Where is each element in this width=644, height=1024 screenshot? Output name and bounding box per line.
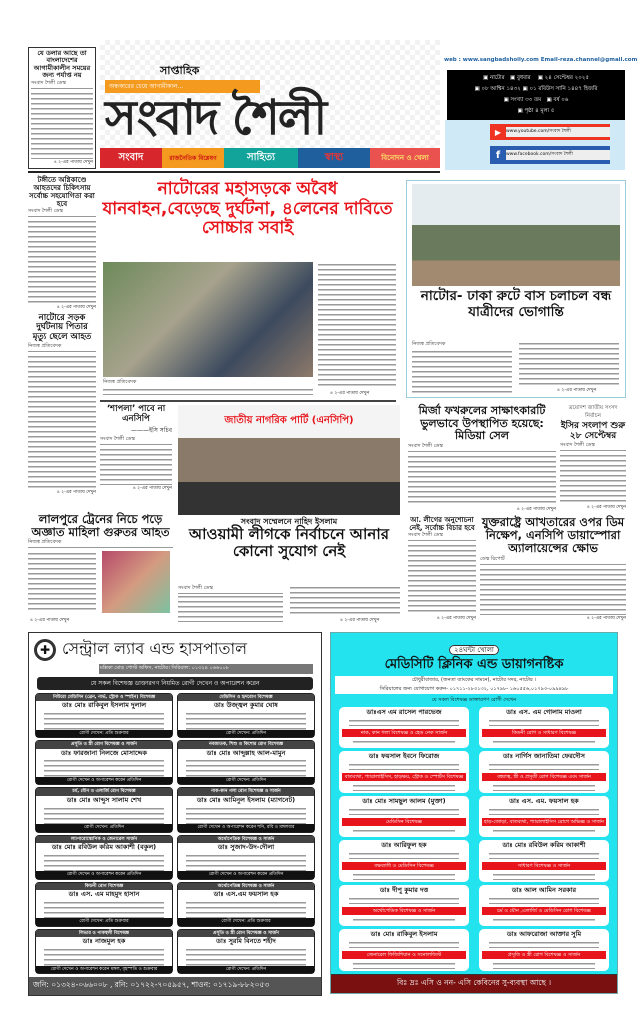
doctor-schedule (493, 872, 595, 880)
doctor-dept: মেডিসিন ও হৃদরোগ বিশেষজ্ঞ (178, 694, 314, 701)
doctor-specialty: অর্থোপেডিক বিশেষজ্ঞ ও সার্জন (342, 907, 466, 915)
byline: সংবাদ শৈলী ডেস্ক (178, 585, 283, 594)
doctor-card (35, 740, 173, 785)
doctor-dept: চর্ম, যৌন ও এলার্জি রোগ বিশেষজ্ঞ (36, 788, 172, 795)
body-text (28, 354, 96, 489)
doctor-specialty: বাতব্যথা, প্যারালাইসিস, হাড়ক্ষয়, স্ট্রোক ও স্পোর্টস বিশেষজ্ঞ (342, 773, 466, 781)
doctor-card (339, 707, 469, 749)
clinic-footer: বিঃ দ্রঃ এসি ও নন- এসি কেবিনের সু-ব্যবস্থা আছে । (331, 974, 617, 993)
doctor-name: ডাঃ ফারজানা নিলজে মোসাদ্দেক (61, 748, 147, 757)
info-location: ▣ নাটোর (483, 75, 505, 81)
doctor-schedule (493, 828, 595, 836)
doctor-dept: নাক-কান গলা রোগ বিশেষজ্ঞ ও সার্জন (178, 788, 314, 795)
hospital-address: মল্লিকা মোড় পোস্ট অফিস, নাটোর। সিরিয়াল: ০১৩২৪ ০৬৬০০৮ (99, 664, 313, 674)
doctor-schedule: রোগী দেখেন: প্রতি শুক্রবার (36, 918, 172, 925)
doctor-schedule: রোগী দেখেন ও অপারেশন করেন প্রতিদিন (36, 871, 172, 878)
doctor-schedule: রোগী দেখেন: প্রতি শুক্রবার (178, 918, 314, 925)
doctor-credentials (489, 762, 599, 770)
doctor-card (177, 929, 315, 974)
info-issue: ▣ সংখ্যা ৩৩ তম (503, 97, 542, 103)
body-text (519, 341, 619, 385)
open-24h-badge: ২৪ঘন্টা খোলা (449, 645, 499, 655)
top-left-box (28, 47, 96, 169)
lalpur-headline[interactable]: লালপুরে ট্রেনের নিচে পড়ে অজ্ঞাত মাহিলা গুরুতর আহত (31, 511, 170, 539)
doctor-name: ডাঃ দীপু কুমার দত্ত (379, 885, 429, 894)
web-email[interactable]: web : www.sangbadshoily.com Email-reza.channel@gmail.com (444, 57, 638, 63)
doctor-schedule: রোগী দেখেন: প্রতিদিন (178, 730, 314, 737)
doctor-name: ডাঃ সুরমি বিনতে শহীদ (216, 937, 276, 946)
doctor-dept: নবজাতক, শিশু ও কিশোর রোগ বিশেষজ্ঞ (178, 741, 314, 748)
doctor-card (35, 882, 173, 927)
body-text (100, 447, 172, 485)
masthead-logo (100, 40, 440, 148)
facebook-url: www.facebook.com/সংবাদ শৈলী (506, 150, 610, 160)
doctor-schedule: রোগী দেখেন ও অপারেশন করেন শনি, রবি ও মঙ্গলবার (178, 824, 314, 831)
doctor-grid (331, 705, 617, 974)
section-entertainment[interactable]: বিনোদন ও খেলা (370, 148, 440, 168)
continued-link[interactable]: ৪ ২-এর পাতায় দেখুন (330, 391, 370, 396)
headline[interactable]: নাটোর- ঢাকা রুটে বাস চলাচল বন্ধ যাত্রীদের ভোগান্তি (420, 288, 612, 320)
body-text (412, 349, 512, 393)
body-text (28, 551, 96, 613)
kicker: ত্রয়োদশ জাতীয় সংসদ নির্বাচন (568, 405, 618, 419)
doctor-schedule (353, 917, 455, 925)
body-text (290, 585, 400, 615)
ncp-photo (178, 405, 400, 515)
body-text (28, 219, 96, 303)
doctor-specialty: প্রসূতি ও স্ত্রী রোগ বিশেষজ্ঞ ও সার্জন (482, 951, 606, 959)
doctor-name: ডাঃ ফয়সাল ইবনে ফিরোজ (368, 752, 440, 761)
banner-text: জাতীয় নাগরিক পার্টি (এনসিপি) (224, 415, 354, 426)
continued-link[interactable]: ৪ ২-এর পাতায় দেখুন (53, 160, 93, 165)
doctor-credentials (349, 718, 459, 726)
youtube-link[interactable] (490, 124, 610, 140)
doctor-credentials (44, 900, 164, 919)
doctor-credentials (186, 711, 306, 730)
body-text (560, 453, 626, 504)
doctor-card (479, 885, 609, 927)
byline: নিজস্ব প্রতিবেদক (412, 341, 512, 350)
doctor-credentials (489, 807, 599, 815)
doctor-credentials (186, 853, 306, 872)
section-literature[interactable]: সাহিত্য (224, 148, 298, 168)
doctor-name: ডাঃ মোঃ রাকিবুল ইসলাম দুলাল (61, 701, 147, 710)
doctor-dept: প্রসূতি ও স্ত্রী রোগ বিশেষজ্ঞ ও সার্জন (36, 741, 172, 748)
byline: সংবাদ শৈলী ডেস্ক (28, 208, 96, 217)
section-news[interactable]: সংবাদ (100, 148, 162, 168)
doctor-dept: লিভার ও পাকস্থলী বিশেষজ্ঞ (36, 930, 172, 937)
continued-link[interactable]: ৪ ২-এর পাতায় দেখুন (516, 507, 556, 512)
doctor-card (339, 885, 469, 927)
doctor-card (339, 751, 469, 793)
doctor-name: ডাঃ মোঃ আব্দুস সালাম শেখ (66, 795, 142, 804)
byline: সংবাদ শৈলী ডেস্ক (31, 80, 93, 89)
body-text (31, 91, 93, 159)
continued-link[interactable]: ৪ ২-এর পাতায় দেখুন (586, 616, 626, 621)
doctor-credentials (44, 711, 164, 730)
continued-link[interactable]: ৪ ২-এর পাতায় দেখুন (30, 618, 70, 623)
doctor-name: ডাঃ উজ্জ্বল কুমার ঘোষ (214, 701, 278, 710)
doctor-schedule (353, 739, 455, 747)
doctor-specialty: হাড়-জোড়া, বাতব্যথা, প্যারালাইসিস রোগে অভিজ্ঞ ও সার্জন (483, 818, 605, 825)
bus-photo (412, 184, 620, 286)
story-lalpur-head (28, 500, 173, 548)
headline[interactable]: টঙ্গীতে অগ্নিকাণ্ডে আহতদের চিকিৎসায় সর্বোচ্চ সহযোগিতা করা হবে (29, 176, 95, 209)
doctor-credentials (349, 896, 459, 904)
byline: ডেস্ক রিপোর্ট (480, 556, 626, 565)
body-text (408, 454, 556, 506)
doctor-name: ডাঃ আরিফুল হক (381, 841, 427, 850)
doctor-schedule (493, 739, 595, 747)
doctor-card (479, 796, 609, 838)
doctor-schedule: রোগী দেখেন ও অপারেশন করেন প্রতিদিন (36, 777, 172, 784)
doctor-credentials (186, 758, 306, 777)
byline: নিজস্ব প্রতিবেদক (28, 539, 173, 548)
doctor-specialty: কিডনী রোগ ও সাধারণ বিশেষজ্ঞ (482, 729, 606, 737)
doctor-name: ডাঃ আল আমিন সরকার (511, 885, 577, 894)
headline[interactable]: আ. লীগের অনুশোচনা নেই, সর্বোচ্চ বিচার হবে (409, 516, 475, 533)
story-shapla (100, 405, 172, 492)
bus-story-box (406, 180, 626, 398)
byline: সংবাদ শৈলী ডেস্ক (100, 436, 172, 445)
doctor-card (35, 929, 173, 974)
doctor-credentials (44, 758, 164, 777)
doctor-name: ডাঃ এস. এম. ফয়সাল হক (509, 796, 579, 805)
doctor-credentials (489, 718, 599, 726)
slogan: অন্ধকারের চেয়ে আগামীকাল... (105, 80, 260, 93)
section-politics[interactable]: রাজনৈতিক বিশ্লেষণ (162, 148, 224, 168)
doctor-credentials (44, 947, 164, 966)
nahid-headline[interactable]: আওয়ামী লীগকে নির্বাচনে আনার কোনো সুযোগ নেই (189, 525, 389, 561)
lead-photo (103, 262, 313, 377)
doctor-specialty: সাধারণ বিশেষজ্ঞ ও সার্জন (482, 862, 606, 870)
hospital-logo-icon: ✚ (34, 639, 56, 661)
caption (103, 387, 313, 395)
section-bar (100, 148, 440, 168)
doctor-card (177, 835, 315, 880)
doctor-name: ডাঃ মোঃ সামছুল আলম (মুক্তা) (362, 796, 446, 805)
doctor-name: ডাঃ এস. এম মাহমুদ হাসান (68, 890, 140, 899)
central-lab-ad (28, 632, 322, 996)
doctor-credentials (489, 940, 599, 948)
doctor-specialty: নাক, কান গলা বিশেষজ্ঞ ও হেড নেক সার্জন (342, 729, 466, 737)
story-usa (480, 516, 626, 622)
hospital-name: সেন্ট্রাল ল্যাব এন্ড হাসপাতাল (62, 639, 248, 658)
doctor-card (177, 693, 315, 738)
injured-woman-photo (102, 551, 170, 613)
info-hijri-date: ▣ ০১ রবিউস সানি ১৪৪৭ হিজরি (522, 86, 598, 92)
doctor-card (479, 840, 609, 882)
story-mirza (408, 405, 556, 513)
doctor-name: ডাঃ মোঃ আব্দুল্লাহ আল-মামুন (206, 748, 286, 757)
doctor-credentials (349, 851, 459, 859)
info-year: ▣ বর্ষ ০৬ (546, 97, 569, 103)
doctor-dept: কিডনী রোগ বিশেষজ্ঞ (36, 883, 172, 890)
byline: সংবাদ শৈলী ডেস্ক (408, 532, 476, 541)
doctor-card (35, 787, 173, 832)
lead-body (318, 262, 396, 388)
left-column (28, 176, 96, 496)
youtube-url: www.youtube.com/সংবাদ শৈলী (506, 127, 610, 137)
clinic-name: মেডিসিটি ক্লিনিক এন্ড ডায়াগনষ্টিক (384, 657, 564, 672)
doctor-schedule (353, 961, 455, 969)
doctor-dept: প্রসূতি ও স্ত্রী রোগ বিশেষজ্ঞ ও সার্জন (178, 930, 314, 937)
doctor-card (177, 740, 315, 785)
weekly-label: সাপ্তাহিক (160, 64, 200, 77)
doctor-schedule: রোগী দেখেন: প্রতিদিন (178, 966, 314, 973)
facebook-icon: f (495, 149, 501, 161)
hospital-phones: জনি: ০১৩২৪-০৬৬০০৮ , রনি: ০১৭২২-৭০৫৯৫৭, শাওন: ০১৭১৯-৮৮২০৫৩ (29, 977, 321, 995)
doctor-name: ডাঃ নার্গিস জানাতিমা ফেরদৌস (503, 752, 585, 761)
doctor-schedule: রোগী দেখেন: প্রতি শুক্রবার (36, 730, 172, 737)
hospital-banner: যে সকল বিশেষজ্ঞ ডাক্তারগণ নিয়মিত রোগী দেখেন ও অপারেশন করেন (37, 677, 313, 690)
doctor-credentials (186, 900, 306, 919)
continued-link[interactable]: ৪ ২-এর পাতায় দেখুন (586, 505, 626, 510)
body-text (178, 594, 283, 622)
headline[interactable]: নাটোরে সড়ক দুর্ঘটনায় পিতার মৃত্যু ছেলে আহত (32, 312, 92, 343)
headline: যে ডলার আছে তা বাংলাদেশের আগামীকালীন সময়ের জন্য পর্যাপ্ত নয় (33, 49, 91, 80)
byline: নিজস্ব প্রতিবেদক (28, 343, 96, 352)
doctor-dept: ল্যাপারোস্কোপিক ও জেনারেল সার্জন (36, 836, 172, 843)
continued-link[interactable]: ৪ ২-এর পাতায় দেখুন (340, 618, 380, 623)
doctor-card (479, 751, 609, 793)
info-bangla-date: ▣ ০৮ আশ্বিন ১৪৩২ (474, 86, 521, 92)
continued-link[interactable]: ৪ ২-এর পাতায় দেখুন (132, 485, 172, 491)
doctor-name: ডাঃ মোঃ রবিউল করিম আকাশী (502, 841, 586, 850)
doctor-credentials (349, 807, 459, 815)
doctor-dept: নিউরো মেডিসিন (ব্রেন, নার্ভ, স্ট্রোক ও স্পাইন) বিশেষজ্ঞ (36, 694, 172, 701)
body-text (408, 543, 476, 615)
doctor-card (339, 796, 469, 838)
doctor-specialty: বক্ষব্যাধি ও মেডিসিন বিশেষজ্ঞ (342, 862, 466, 870)
lead-headline[interactable]: নাটোরের মহাসড়কে অবৈধ যানবাহন,বেড়েছে দুর্ঘটনা, ৪লেনের দাবিতে সোচ্চার সবাই (102, 179, 393, 239)
continued-link[interactable]: ৪ ২-এর পাতায় দেখুন (436, 616, 476, 621)
doctor-schedule: রোগী দেখেন ও অপারেশন করেন প্রতিদিন (178, 871, 314, 878)
doctor-specialty: চর্ম ও যৌন ,এলার্জি ও মেডিসিন রোগ বিশেষজ্ঞ (482, 907, 606, 915)
info-date: ▣ ২৪ সেপ্টেম্বর ২০২৫ (537, 75, 589, 81)
doctor-name: ডাঃ আফরোজা আক্তার সুমি (506, 930, 582, 939)
doctor-specialty: বন্ধ্যাত্ব, স্ত্রী ও প্রসূতী রোগ বিশেষজ্ঞ এবং সার্জন (482, 773, 606, 781)
doctor-card (177, 787, 315, 832)
doctor-card (339, 929, 469, 971)
section-health[interactable]: স্বাস্থ্য (298, 148, 370, 168)
continued-link[interactable]: ৪ ২-এর পাতায় দেখুন (557, 388, 597, 393)
doctor-credentials (489, 851, 599, 859)
medicity-ad (330, 632, 618, 994)
headline[interactable]: ইসির সংলাপ শুরু ২৮ সেপ্টেম্বর (560, 421, 626, 442)
doctor-name: ডাঃ মোঃ রাকিবুল ইসলাম (370, 930, 438, 939)
doctor-credentials (44, 806, 164, 825)
body-text (480, 567, 626, 615)
doctor-card (35, 835, 173, 880)
info-day: ▣ বুধবার (509, 75, 531, 81)
nahid-heading-block (178, 517, 400, 583)
masthead-title: সংবাদ শৈলী (105, 90, 326, 146)
headline[interactable]: ‘শাপলা’ পাবে না এনসিপি (106, 404, 166, 424)
doctor-schedule (493, 961, 595, 969)
nahid-body-left (178, 585, 283, 622)
doctor-schedule (493, 783, 595, 791)
doctor-dept: অর্থোপেডিক বিশেষজ্ঞ ও সার্জন (178, 836, 314, 843)
social-panel (445, 120, 625, 170)
doctor-grid (29, 693, 321, 977)
doctor-specialty: জেনারেল ফিজিশিয়ান ও সনোলজিস্ট (342, 951, 466, 959)
doctor-schedule: রোগী দেখেন: প্রতিদিন (178, 777, 314, 784)
doctor-schedule: রোগী দেখেন: প্রতিদিন (36, 824, 172, 831)
doctor-schedule (353, 828, 455, 836)
doctor-name: ডাঃ নাজমুল হক (82, 937, 126, 946)
doctor-card (177, 882, 315, 927)
byline: সংবাদ শৈলী ডেস্ক (560, 442, 626, 451)
doctor-credentials (186, 947, 306, 966)
divider (28, 171, 440, 173)
mirza-headline[interactable]: মির্জা ফখরুলের সাক্ষাৎকারটি ভুলভাবে উপস্থাপিত হয়েছে: মিডিয়া সেল (418, 404, 546, 443)
doctor-name: ডাঃএস এম রাসেল পারভেজ (366, 707, 442, 716)
doctor-card (479, 929, 609, 971)
doctor-schedule (353, 872, 455, 880)
doctor-schedule: রোগী দেখেন ও অপারেশন করেন মঙ্গল, বৃহস্পতি ও শুক্রবার (36, 966, 172, 973)
continued-link[interactable]: ৪ ২-এর পাতায় দেখুন (56, 490, 96, 495)
doctor-card (479, 707, 609, 749)
doctor-specialty: মেডিসিন বিশেষজ্ঞ (342, 818, 466, 826)
byline: নিজস্ব প্রতিবেদক (103, 379, 193, 388)
doctor-name: ডাঃ এস. এম গোলাম মাওলা (506, 707, 582, 716)
clinic-banner: যে সকল বিশেষজ্ঞ ডাক্তারগণ রোগী দেখেন (431, 696, 517, 703)
facebook-link[interactable] (490, 146, 610, 164)
doctor-credentials (489, 896, 599, 904)
doctor-credentials (349, 940, 459, 948)
doctor-name: ডাঃ মোঃ আমিনুল ইসলাম (ম্যাগনেট) (196, 795, 296, 804)
doctor-dept: অর্থোপেডিক্স বিশেষজ্ঞ ও সার্জন (178, 883, 314, 890)
doctor-credentials (186, 806, 306, 825)
doctor-credentials (44, 853, 164, 872)
doctor-schedule (353, 783, 455, 791)
doctor-name: ডাঃ মোঃ রবিউল করিম আকাশী (বকুল) (51, 842, 157, 851)
usa-headline[interactable]: যুক্তরাষ্ট্রে আখতারের ওপর ডিম নিক্ষেপ, এনসিপি ডায়াস্পোরা অ্যালায়েন্সের ক্ষোভ (481, 515, 625, 556)
kicker: সংবাদ সম্মেলনে নাহিদ ইসলাম (240, 517, 338, 526)
youtube-icon: ▶ (494, 127, 502, 137)
issue-info-box (447, 70, 625, 120)
story-ec (560, 405, 626, 511)
doctor-credentials (349, 762, 459, 770)
doctor-name: ডাঃ সুজাদ-উদ-দৌলা (217, 842, 275, 851)
clinic-address: চৌধুরীবাজার, (জনতা ব্যাংকের সামনে), নাটোর সদর, নাটোর । (411, 676, 537, 683)
doctor-card (339, 840, 469, 882)
story-aleague (408, 516, 476, 622)
byline: সংবাদ শৈলী ডেস্ক (408, 443, 556, 452)
divider (100, 400, 396, 402)
doctor-name: ডাঃ এস.এম ফয়সাল হক (213, 890, 279, 899)
continued-link[interactable]: ৪ ২-এর পাতায় দেখুন (56, 304, 96, 310)
doctor-card (35, 693, 173, 738)
doctor-schedule (493, 917, 595, 925)
info-pages-price: ▣ পৃষ্ঠা ৪ মূল্য ৫ (517, 108, 555, 114)
clinic-serial-phones: সিরিয়ালের জন্য যোগাযোগ করুন- ০১৭১১-২৮৩১৩২, ০১৭৯৮- ১৬০৫৫৬,০১৭৯৩-০৯৯৪৯৮ (379, 685, 569, 692)
subheadline: ———ইসি সচিব (131, 426, 172, 434)
